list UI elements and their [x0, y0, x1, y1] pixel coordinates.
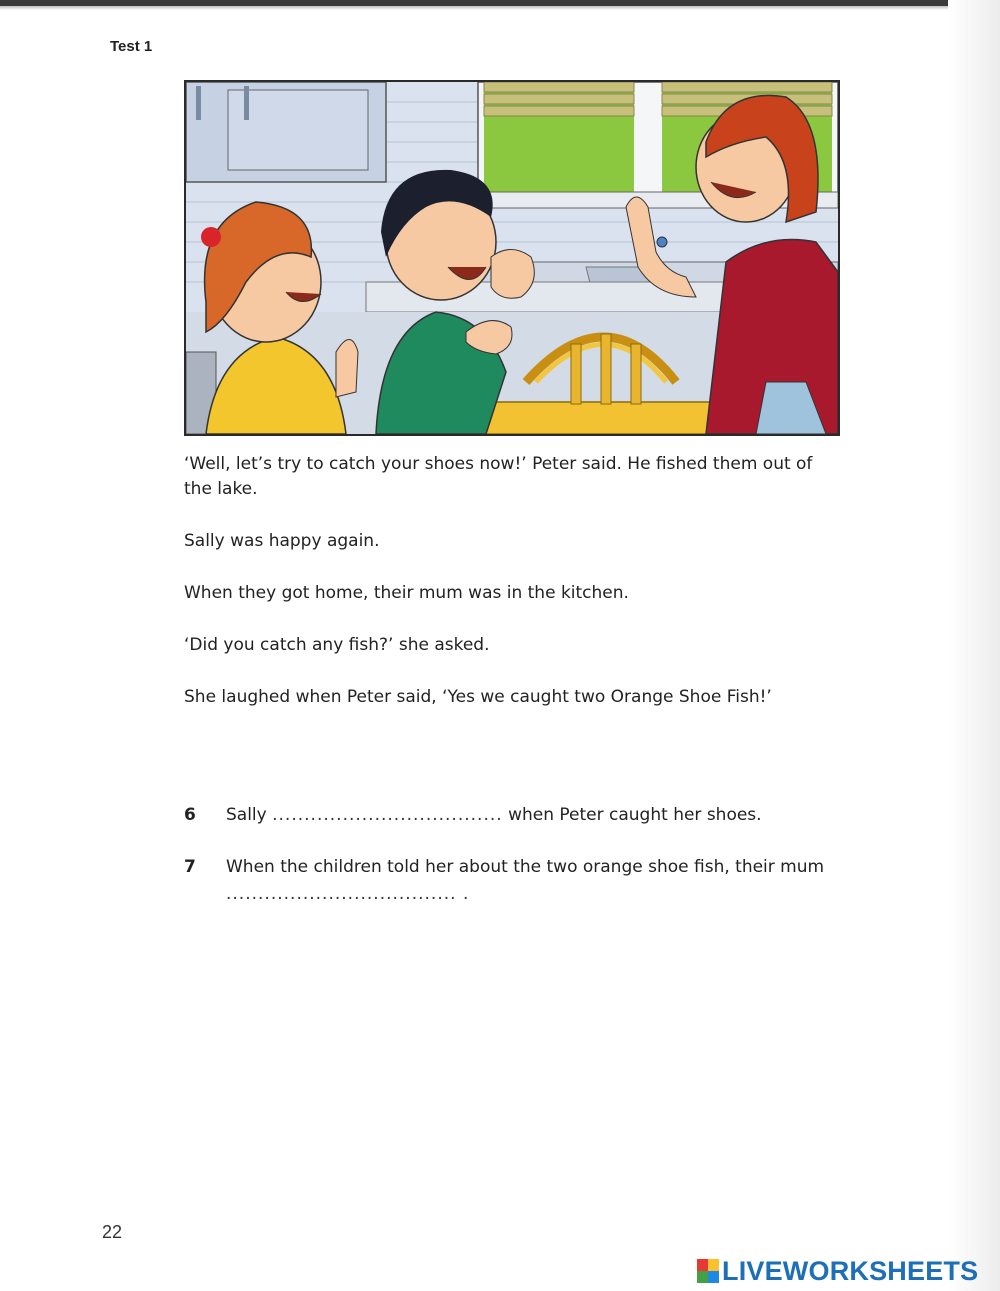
brand-name: LIVEWORKSHEETS [722, 1255, 979, 1286]
question-7-end: . [462, 884, 470, 904]
kitchen-scene-illustration [186, 82, 838, 434]
scan-top-shadow [0, 6, 1000, 10]
story-paragraph: Sally was happy again. [184, 531, 380, 551]
question-text [226, 803, 762, 828]
kitchen-illustration [184, 80, 840, 436]
scan-right-edge [948, 0, 1000, 1291]
question-6-after: when Peter caught her shoes. [508, 805, 762, 825]
liveworksheets-logo [697, 1256, 978, 1286]
question-6-before: Sally [226, 805, 267, 825]
page-number: 22 [102, 1222, 123, 1242]
question-7-answer-blank[interactable]: .................................... [226, 884, 457, 904]
question-7-line1: When the children told her about the two orange shoe fish, their mum [226, 857, 825, 877]
question-7-line2 [226, 884, 469, 904]
story-paragraph: When they got home, their mum was in the kitchen. [184, 583, 629, 603]
liveworksheets-icon [697, 1259, 719, 1283]
story-paragraph: She laughed when Peter said, ‘Yes we caught two Orange Shoe Fish!’ [184, 687, 772, 707]
question-6-answer-blank[interactable]: .................................... [272, 805, 503, 825]
test-label: Test 1 [110, 38, 153, 55]
story-paragraph: ‘Well, let’s try to catch your shoes now!’ Peter said. He fished them out of the lake. [184, 454, 813, 499]
question-number: 7 [184, 857, 196, 877]
story-text [184, 452, 844, 737]
question-number: 6 [184, 805, 196, 825]
story-paragraph: ‘Did you catch any fish?’ she asked. [184, 635, 490, 655]
